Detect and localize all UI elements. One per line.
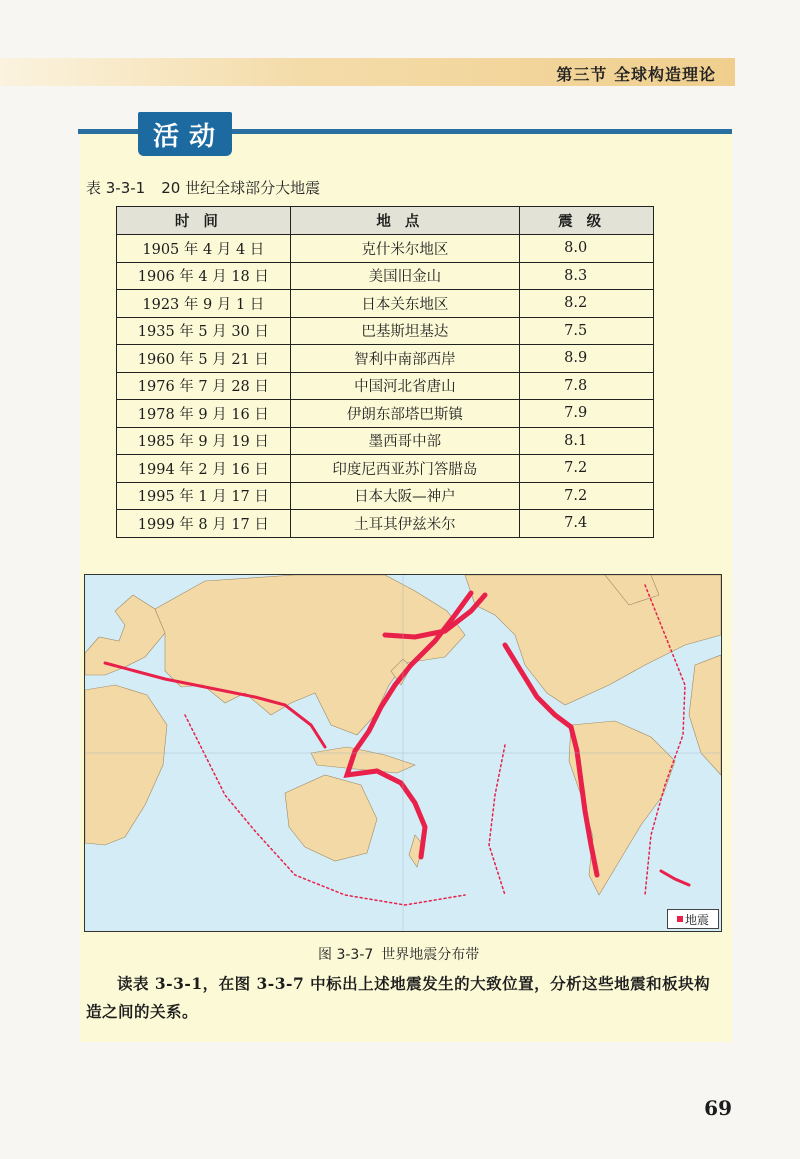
north-america-land [465,575,721,705]
cell-magnitude: 7.9 [520,400,654,428]
table-row [117,427,654,455]
activity-instructions: 读表 3-3-1，在图 3-3-7 中标出上述地震发生的大致位置，分析这些地震和板块构造之间的关系。 [86,974,711,1021]
australia-land [285,775,377,861]
africa-land [85,685,167,845]
table-row [117,290,654,318]
table-row [117,455,654,483]
cell-time: 1960 年 5 月 21 日 [117,345,291,373]
table-row [117,372,654,400]
table-caption-number: 表 3-3-1 [86,179,146,197]
cell-time: 1994 年 2 月 16 日 [117,455,291,483]
table-row [117,317,654,345]
legend-label: 地震 [684,912,709,927]
cell-time: 1935 年 5 月 30 日 [117,317,291,345]
cell-time: 1906 年 4 月 18 日 [117,262,291,290]
west-africa-edge [689,655,721,775]
cell-place: 印度尼西亚苏门答腊岛 [290,455,520,483]
cell-magnitude: 7.2 [520,455,654,483]
cell-place: 智利中南部西岸 [290,345,520,373]
figure-caption-text: 世界地震分布带 [381,947,480,963]
cell-magnitude: 8.0 [520,235,654,263]
map-graphic [85,575,721,931]
cell-place: 伊朗东部塔巴斯镇 [290,400,520,428]
cell-magnitude: 8.2 [520,290,654,318]
east-pacific-rise [489,745,505,895]
table-row [117,235,654,263]
table-caption [86,177,320,198]
table-row [117,510,654,538]
legend-swatch [677,916,683,922]
column-header-time: 时间 [117,207,291,235]
page-number: 69 [704,1096,732,1120]
cell-place: 日本关东地区 [290,290,520,318]
cell-magnitude: 7.5 [520,317,654,345]
section-title: 第三节 全球构造理论 [556,65,716,84]
cell-place: 土耳其伊兹米尔 [290,510,520,538]
table-row [117,400,654,428]
southern-belt [661,871,689,885]
activity-tag: 活动 [138,112,232,156]
cell-place: 巴基斯坦基达 [290,317,520,345]
cell-magnitude: 7.8 [520,372,654,400]
europe-land [85,595,165,675]
southeast-asia-islands [311,747,415,773]
cell-time: 1923 年 9 月 1 日 [117,290,291,318]
table-row [117,345,654,373]
cell-magnitude: 8.1 [520,427,654,455]
cell-magnitude: 7.2 [520,482,654,510]
table-caption-text: 20 世纪全球部分大地震 [161,179,321,197]
world-earthquake-map [84,574,722,932]
table-row [117,262,654,290]
cell-place: 日本大阪—神户 [290,482,520,510]
column-header-place: 地点 [290,207,520,235]
figure-caption-number: 图 3-3-7 [318,947,374,963]
earthquake-table [116,206,654,538]
column-header-magnitude: 震级 [520,207,654,235]
cell-time: 1905 年 4 月 4 日 [117,235,291,263]
cell-time: 1995 年 1 月 17 日 [117,482,291,510]
map-legend [667,909,719,929]
cell-place: 美国旧金山 [290,262,520,290]
cell-time: 1976 年 7 月 28 日 [117,372,291,400]
cell-place: 克什米尔地区 [290,235,520,263]
cell-place: 中国河北省唐山 [290,372,520,400]
table-header-row [117,207,654,235]
cell-magnitude: 8.3 [520,262,654,290]
cell-time: 1985 年 9 月 19 日 [117,427,291,455]
cell-time: 1978 年 9 月 16 日 [117,400,291,428]
figure-caption [318,944,479,964]
cell-magnitude: 8.9 [520,345,654,373]
table-row [117,482,654,510]
cell-magnitude: 7.4 [520,510,654,538]
table-body [117,235,654,538]
cell-time: 1999 年 8 月 17 日 [117,510,291,538]
cell-place: 墨西哥中部 [290,427,520,455]
